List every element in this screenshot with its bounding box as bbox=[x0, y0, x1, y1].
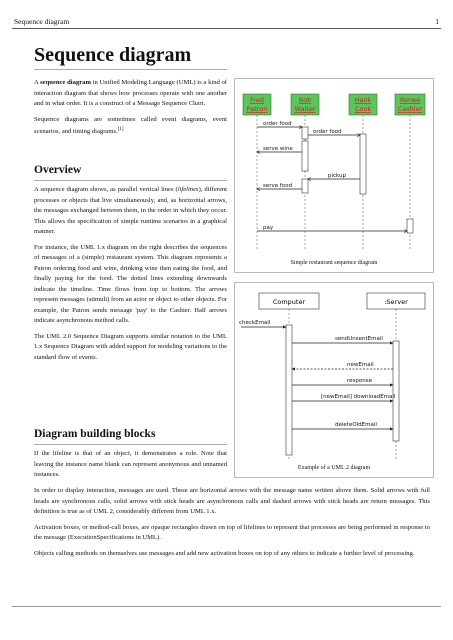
page-header-left: Sequence diagram bbox=[14, 17, 70, 26]
building-blocks-intro bbox=[34, 449, 227, 486]
building-blocks-divider bbox=[34, 444, 227, 445]
msg-pickup: pickup bbox=[328, 173, 347, 179]
msg-send-unsent-email: sendUnsentEmail bbox=[335, 336, 383, 342]
overview-divider bbox=[34, 180, 227, 181]
figure-restaurant-caption: Simple restaurant sequence diagram bbox=[290, 260, 378, 266]
actor-bob bbox=[291, 94, 319, 115]
building-paragraph-1: If the lifeline is that of an object, it demonstrates a role. Note that leaving the instance name blank can represent anonymous and unnamed instances. bbox=[34, 450, 227, 478]
msg-order-food-2: order food bbox=[313, 129, 342, 135]
title-divider bbox=[34, 69, 227, 70]
building-paragraph-3: Activation boxes, or method-call boxes, are opaque rectangles drawn on top of lifelines to represent that processes are being performed in response to the message (ExecutionSpecifications in UML). bbox=[34, 523, 430, 541]
message-labels bbox=[239, 320, 396, 428]
building-paragraph-2: In order to display interaction, messages are used. These are horizontal arrows with the message name written above them. Solid arrows with full heads are synchronous calls, solid arrows with stick heads are asynchronous calls and dashed arrows with stick heads are return messages. This definition is true as of UML 2, considerably different from UML 1.x. bbox=[34, 487, 430, 515]
figure-uml2 bbox=[234, 282, 434, 478]
msg-serve-food: serve food bbox=[263, 183, 293, 189]
svg-text:Renee: Renee bbox=[399, 96, 421, 104]
object-computer bbox=[259, 293, 319, 309]
svg-text:Waiter: Waiter bbox=[294, 105, 316, 113]
page-title: Sequence diagram bbox=[34, 44, 192, 66]
activation-boxes bbox=[286, 325, 399, 455]
overview-paragraph-3: The UML 2.0 Sequence Diagram supports similar notation to the UML 1.x Sequence Diagram with added support for modeling variations to the standard flow of events. bbox=[34, 332, 227, 361]
intro-bold-term: sequence diagram bbox=[40, 79, 91, 86]
svg-text:Hank: Hank bbox=[354, 96, 372, 104]
intro-section bbox=[34, 78, 227, 143]
messages bbox=[257, 127, 407, 231]
activation-boxes bbox=[302, 127, 413, 233]
overview-section bbox=[34, 185, 227, 368]
svg-text:Computer: Computer bbox=[272, 298, 306, 306]
overview-heading: Overview bbox=[34, 164, 82, 176]
svg-text:Cook: Cook bbox=[354, 105, 372, 113]
msg-delete-old-email: deleteOldEmail bbox=[335, 422, 377, 428]
reference-link[interactable]: [1] bbox=[117, 127, 124, 132]
actor-renee bbox=[395, 94, 425, 115]
building-blocks-heading: Diagram building blocks bbox=[34, 428, 156, 440]
restaurant-sequence-diagram bbox=[235, 79, 433, 257]
page-number: 1 bbox=[435, 17, 439, 26]
building-paragraph-4: Objects calling methods on themselves use messages and add new activation boxes on top of any others to indicate a further level of processing. bbox=[34, 549, 415, 557]
svg-text:Cashier: Cashier bbox=[397, 105, 423, 113]
object-server bbox=[367, 293, 425, 309]
svg-text:Patron: Patron bbox=[246, 105, 268, 113]
figure-restaurant bbox=[234, 78, 434, 273]
overview-paragraph-2: For instance, the UML 1.x diagram on the right describes the sequences of messages of a (simple) restaurant system. This diagram represents a Patron ordering food and wine, drinking wine then eating the food, and finally paying for the food. The dotted lines extending downwards indicate the timeline. Time flows from top to bottom. The arrows represent messages (stimuli) from an actor or object to other objects. For example, the Patron sends message 'pay' to the Cashier. Half arrows indicate asynchronous method calls. bbox=[34, 243, 227, 324]
uml2-sequence-diagram bbox=[235, 283, 433, 463]
svg-text::Server: :Server bbox=[384, 298, 408, 306]
figure-uml2-caption: Example of a UML 2 diagram bbox=[297, 465, 371, 471]
msg-new-email: newEmail bbox=[347, 362, 374, 368]
footer-divider bbox=[12, 606, 441, 607]
intro-paragraph-1: A sequence diagram in Unified Modeling Language (UML) is a kind of interaction diagram that shows how processes operate with one another and in what order. It is a construct of a Message Sequence Chart. bbox=[34, 79, 228, 107]
msg-check-email: checkEmail bbox=[239, 320, 271, 326]
msg-serve-wine: serve wine bbox=[263, 146, 293, 152]
actor-hank bbox=[349, 94, 377, 115]
msg-order-food-1: order food bbox=[263, 121, 292, 127]
svg-text:Fred: Fred bbox=[250, 96, 264, 104]
svg-text:Bob: Bob bbox=[298, 96, 312, 104]
intro-paragraph-2: Sequence diagrams are sometimes called event diagrams, event scenarios, and timing diagrams.[1] bbox=[34, 115, 227, 136]
header-divider bbox=[12, 28, 441, 29]
overview-paragraph-1: A sequence diagram shows, as parallel vertical lines (lifelines), different processes or objects that live simultaneously, and, as horizontal arrows, the messages exchanged between them, in the order in which they occur. This allows the specification of simple runtime scenarios in a graphical manner. bbox=[34, 186, 227, 235]
msg-response: response bbox=[347, 378, 372, 384]
msg-pay: pay bbox=[263, 225, 274, 231]
building-blocks-body bbox=[34, 486, 430, 564]
msg-download-email: [newEmail] downloadEmail bbox=[321, 394, 396, 400]
actor-fred bbox=[243, 94, 271, 115]
